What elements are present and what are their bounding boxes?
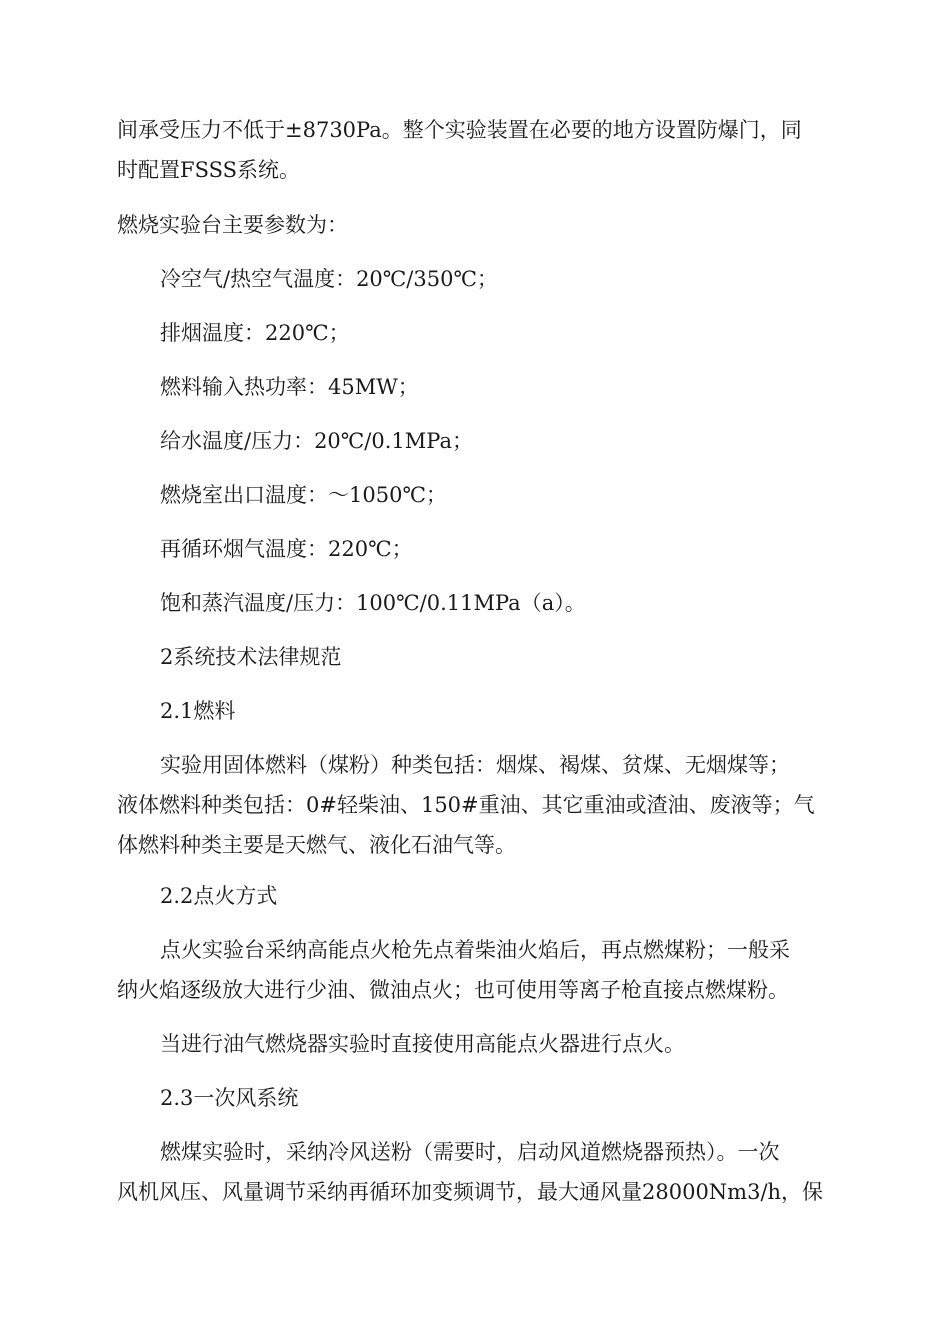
section-2-3-title: 2.3一次风系统	[160, 1086, 299, 1110]
section-2-2-para2: 当进行油气燃烧器实验时直接使用高能点火器进行点火。	[160, 1032, 685, 1056]
param-item: 冷空气/热空气温度：20℃/350℃；	[160, 267, 498, 291]
param-item: 燃料输入热功率：45MW；	[160, 375, 419, 399]
param-item: 排烟温度：220℃；	[160, 321, 350, 345]
section-2-3-line: 风机风压、风量调节采纳再循环加变频调节，最大通风量28000Nm3/h，保	[117, 1180, 824, 1204]
section-2-title: 2系统技术法律规范	[160, 645, 342, 669]
param-item: 饱和蒸汽温度/压力：100℃/0.11MPa（a）。	[160, 591, 586, 615]
section-2-1-line: 实验用固体燃料（煤粉）种类包括：烟煤、褐煤、贫煤、无烟煤等；	[160, 753, 790, 777]
section-2-2-line: 点火实验台采纳高能点火枪先点着柴油火焰后，再点燃煤粉；一般采	[160, 938, 790, 962]
param-item: 燃烧室出口温度：～1050℃；	[160, 483, 447, 507]
params-heading: 燃烧实验台主要参数为：	[117, 213, 348, 237]
param-item: 再循环烟气温度：220℃；	[160, 537, 413, 561]
section-2-1-line: 液体燃料种类包括：0#轻柴油、150#重油、其它重油或渣油、废液等；气	[117, 793, 815, 817]
param-item: 给水温度/压力：20℃/0.1MPa；	[160, 429, 473, 453]
intro-line-1: 间承受压力不低于±8730Pa。整个实验装置在必要的地方设置防爆门，同	[117, 118, 802, 142]
section-2-1-title: 2.1燃料	[160, 699, 236, 723]
section-2-1-line: 体燃料种类主要是天燃气、液化石油气等。	[117, 833, 516, 857]
section-2-2-line: 纳火焰逐级放大进行少油、微油点火；也可使用等离子枪直接点燃煤粉。	[117, 978, 789, 1002]
intro-line-2: 时配置FSSS系统。	[117, 158, 300, 182]
section-2-3-line: 燃煤实验时，采纳冷风送粉（需要时，启动风道燃烧器预热）。一次	[160, 1140, 780, 1164]
section-2-2-title: 2.2点火方式	[160, 884, 278, 908]
